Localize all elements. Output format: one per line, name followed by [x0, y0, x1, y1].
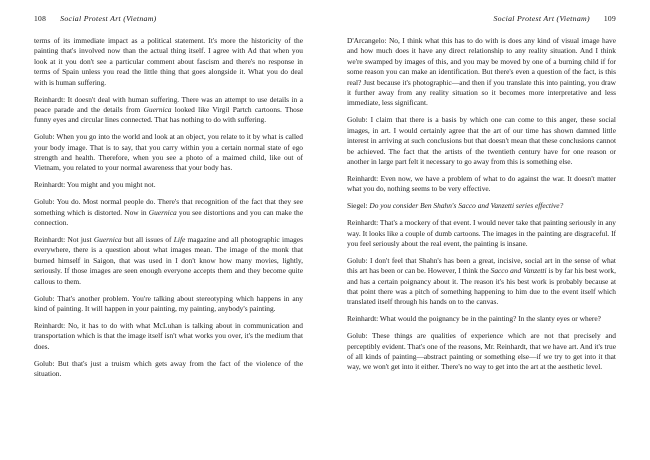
speaker-label: Reinhardt:	[34, 235, 66, 244]
speaker-label: Reinhardt:	[347, 218, 379, 228]
paragraph	[347, 201, 616, 211]
speaker-label: D'Arcangelo:	[347, 36, 387, 45]
running-title-left: Social Protest Art (Vietnam)	[60, 14, 157, 23]
running-head-right	[347, 14, 616, 24]
paragraph: Golub: You do. Most normal people do. There's that recognition of the fact that they see something which is distorted. Now in Guernica you see distortions and you can make the connection.	[34, 197, 303, 228]
right-page-body	[347, 36, 616, 373]
paragraph: Golub: I claim that there is a basis by which one can come to this anger, these social images, in art. I would certainly agree that the art of our time has shown damned little interest in arriving at such conclusions but that doesn't mean that these conclusions cannot be achieved. The fact that the artists of the twentieth century have for one reason or another in large part felt it necessary to go away from this is something else.	[347, 115, 616, 166]
page-number-right: 109	[603, 14, 616, 23]
title-mention: Guernica	[93, 235, 122, 244]
speaker-label: Golub:	[347, 255, 368, 265]
page-number-left: 108	[34, 14, 47, 23]
paragraph: Reinhardt: No, it has to do with what McLuhan is talking about in communication and transportation which is that the image itself isn't what works you over, it's the medium that does.	[34, 320, 303, 351]
paragraph: Reinhardt: It doesn't deal with human suffering. There was an attempt to use details in a peace parade and the details from Guernica looked like Virgil Partch cartoons. Those funny eyes and circular lines connected. That has nothing to do with suffering.	[34, 94, 303, 125]
speaker-label: Golub:	[34, 197, 55, 207]
speaker-label: Golub:	[34, 132, 55, 142]
running-head-left	[34, 14, 303, 24]
speaker-label: Reinhardt:	[34, 180, 66, 190]
paragraph: Golub: These things are qualities of experience which are not that precisely and perceptibly evident. That's one of the reasons, Mr. Reinhardt, that we have art. And it's true of all kinds of painting—abstract painting or something else—if we try to get into it that way, we won't get into it either. There's no way to get into the art at the aesthetic level.	[347, 331, 616, 372]
title-mention: Guernica	[143, 104, 172, 114]
paragraph: Golub: I don't feel that Shahn's has been a great, incisive, social art in the sense of what this art has been or can be. However, I think the Sacco and Vanzetti is by far his best work, and has a certain poignancy about it. The reason it's his best work is probably because at that point there was a pitch of something happening to him due to the event itself which translated itself through his hands on to the canvas.	[347, 255, 616, 307]
speaker-label: Reinhardt:	[347, 314, 379, 324]
paragraph: terms of its immediate impact as a political statement. It's more the historicity of the painting that's involved now than the actual thing itself. I agree with Ad that when you look at it you don't see a particular comment about fascism and there's no response in terms of Spain unless you read the little thing that goes alongside it. What you do deal with is human suffering.	[34, 36, 303, 87]
speaker-label: Reinhardt:	[347, 173, 379, 183]
speaker-label: Reinhardt:	[34, 320, 66, 330]
paragraph: Reinhardt: That's a mockery of that event. I would never take that painting seriously in any way. It looks like a couple of dumb cartoons. The images in the painting are disgraceful. If you feel seriously about the real event, the painting is insane.	[347, 218, 616, 248]
speaker-label: Golub:	[34, 293, 55, 303]
paragraph: Golub: That's another problem. You're talking about stereotyping which happens in any kind of painting. It will happen in your painting, my painting, anybody's painting.	[34, 293, 303, 313]
speaker-label: Golub:	[347, 331, 368, 341]
title-mention: Life	[173, 235, 186, 244]
left-page	[0, 14, 325, 460]
paragraph: Reinhardt: What would the poignancy be in the painting? In the slanty eyes or where?	[347, 314, 601, 324]
paragraph: Reinhardt: Even now, we have a problem of what to do against the war. It doesn't matter what you do, nothing seems to be very effective.	[347, 173, 616, 194]
speaker-label: Reinhardt:	[34, 94, 66, 104]
paragraph: Golub: But that's just a truism which gets away from the fact of the violence of the situation.	[34, 358, 303, 378]
title-mention: Sacco and Vanzetti	[490, 266, 547, 276]
running-title-right: Social Protest Art (Vietnam)	[493, 14, 590, 23]
speaker-label: Golub:	[347, 115, 368, 125]
paragraph: D'Arcangelo: No, I think what this has to do with is does any kind of visual image have and how much does it have any direct relationship to any reality situation. And I think we're swamped by images of this, and you may be moved by one of a burning child if for some reason you can make an identification. But there's even a question of the fact, is this real? Just because it's photographic—and then if you translate this into painting, you draw it further away from any reality situation so it becomes more interpretative and less immediate, less significant.	[347, 36, 616, 108]
speaker-label: Siegel:	[347, 201, 368, 211]
right-page	[325, 14, 650, 460]
paragraph: Reinhardt: Not just Guernica but all issues of Life magazine and all photographic images everywhere, there is a question about what images mean. The image of the monk that burned himself in Saigon, that was used in I don't know how many movies, lightly, seriously. If those images are seen enough everyone accepts them and they become quite callous to them.	[34, 235, 303, 286]
paragraph: Golub: When you go into the world and look at an object, you relate to it by what is called your body image. That is to say, that you carry within you a certain normal state of ego strength and health. Therefore, when you see a photo of a maimed child, like out of Vietnam, you related to your normal awareness that your body has.	[34, 132, 303, 173]
speaker-label: Golub:	[34, 358, 55, 368]
left-page-body	[34, 36, 303, 379]
paragraph: Reinhardt: You might and you might not.	[34, 180, 156, 190]
title-mention: Guernica	[148, 207, 177, 217]
question-text: Do you consider Ben Shahn's Sacco and Vanzetti series effective?	[369, 201, 564, 211]
